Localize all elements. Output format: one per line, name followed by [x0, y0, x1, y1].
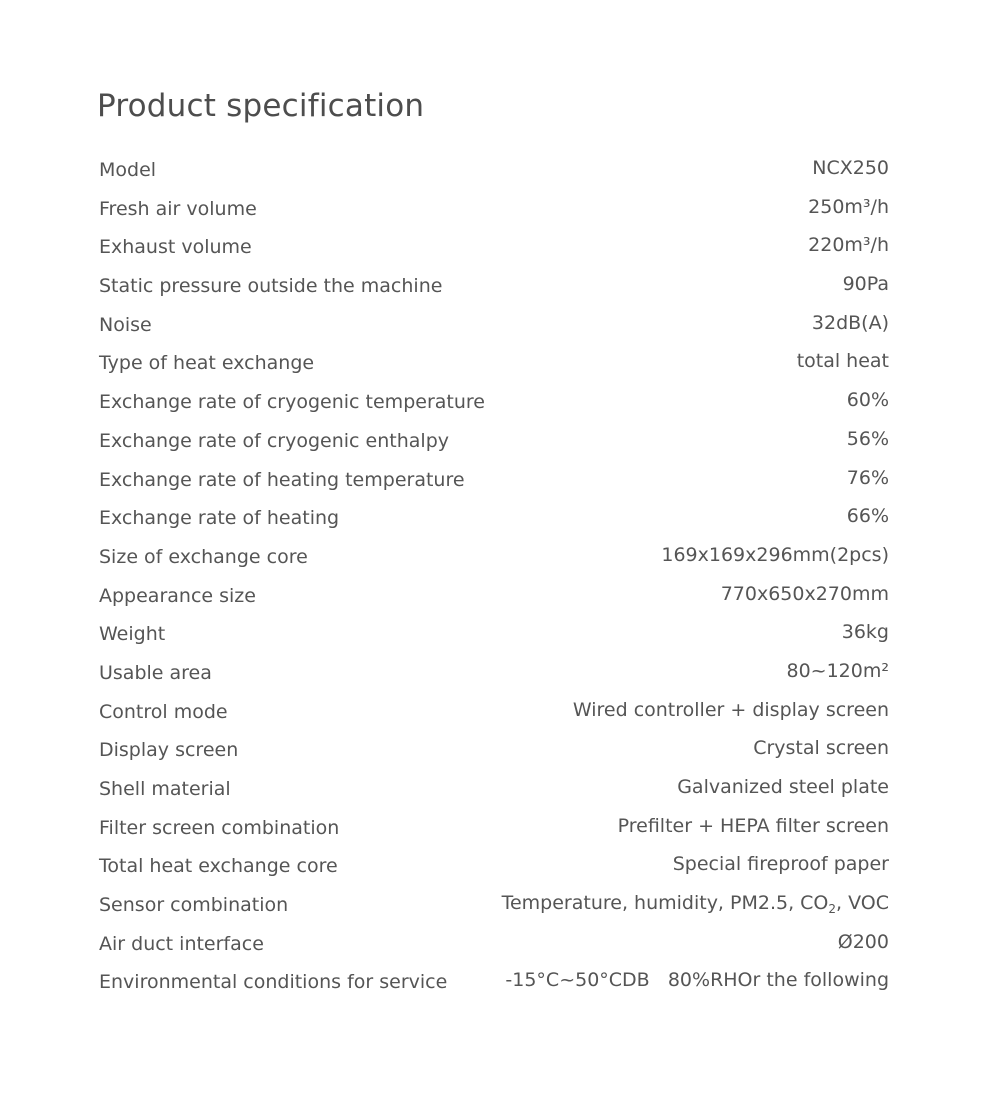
- spec-value: [501, 892, 889, 917]
- spec-row-air-duct-interface: [99, 927, 889, 966]
- spec-row-environmental-conditions: [99, 965, 889, 1004]
- spec-value: 36kg: [841, 621, 889, 644]
- spec-label: Exchange rate of heating temperature: [99, 468, 465, 491]
- spec-value: 66%: [846, 505, 889, 528]
- spec-value: Galvanized steel plate: [677, 776, 889, 798]
- spec-label: Exchange rate of cryogenic enthalpy: [99, 429, 449, 452]
- spec-row-sensor-combination: [99, 888, 889, 927]
- spec-row-weight: [99, 617, 889, 656]
- spec-label: Weight: [99, 623, 166, 646]
- spec-row-model: [99, 153, 889, 192]
- spec-row-control-mode: [99, 695, 889, 734]
- spec-value: -15°C~50°CDB 80%RHOr the following: [505, 969, 889, 992]
- spec-list: [99, 153, 889, 1004]
- spec-label: Sensor combination: [99, 894, 289, 917]
- spec-label: Appearance size: [99, 584, 256, 607]
- spec-row-cryogenic-temperature-rate: [99, 385, 889, 424]
- spec-value: 90Pa: [842, 273, 889, 296]
- spec-row-heating-temperature-rate: [99, 463, 889, 502]
- spec-row-usable-area: [99, 656, 889, 695]
- spec-value: 169x169x296mm(2pcs): [661, 543, 889, 566]
- spec-label: Size of exchange core: [99, 545, 308, 568]
- spec-value-part: , VOC: [836, 892, 889, 915]
- spec-label: Static pressure outside the machine: [99, 275, 443, 298]
- spec-value: 80~120m²: [786, 659, 889, 682]
- spec-row-appearance-size: [99, 579, 889, 618]
- spec-value: 220m³/h: [808, 234, 889, 257]
- spec-row-display-screen: [99, 733, 889, 772]
- spec-row-fresh-air-volume: [99, 192, 889, 231]
- spec-row-heating-rate: [99, 501, 889, 540]
- spec-label: Filter screen combination: [99, 816, 340, 839]
- spec-value: 32dB(A): [811, 311, 889, 334]
- spec-row-heat-exchange-core: [99, 849, 889, 888]
- spec-row-filter-screen: [99, 811, 889, 850]
- spec-label: Display screen: [99, 739, 239, 762]
- spec-label: Exhaust volume: [99, 236, 252, 259]
- spec-label: Model: [99, 159, 157, 181]
- spec-row-noise: [99, 308, 889, 347]
- spec-label: Control mode: [99, 700, 228, 723]
- spec-value: NCX250: [812, 157, 889, 179]
- spec-row-exhaust-volume: [99, 230, 889, 269]
- spec-value: 770x650x270mm: [720, 582, 889, 605]
- spec-label: Total heat exchange core: [99, 855, 338, 878]
- spec-row-exchange-core-size: [99, 540, 889, 579]
- spec-value: Special fireproof paper: [672, 853, 889, 876]
- spec-label: Usable area: [99, 661, 212, 684]
- spec-label: Environmental conditions for service: [99, 971, 448, 994]
- spec-row-heat-exchange-type: [99, 346, 889, 385]
- spec-label: Noise: [99, 313, 152, 336]
- spec-value: 60%: [846, 389, 889, 412]
- spec-value: Prefilter + HEPA filter screen: [617, 814, 889, 837]
- spec-value: 56%: [846, 427, 889, 450]
- spec-row-static-pressure: [99, 269, 889, 308]
- spec-label: Exchange rate of heating: [99, 507, 340, 530]
- spec-value: 76%: [846, 466, 889, 489]
- page-title: Product specification: [97, 88, 425, 124]
- spec-label: Fresh air volume: [99, 197, 257, 220]
- spec-label: Air duct interface: [99, 932, 264, 955]
- spec-value-part: Temperature, humidity, PM2.5, CO: [501, 892, 829, 915]
- spec-row-cryogenic-enthalpy-rate: [99, 424, 889, 463]
- spec-label: Exchange rate of cryogenic temperature: [99, 391, 485, 414]
- spec-value: 250m³/h: [808, 195, 889, 218]
- spec-value: Crystal screen: [753, 737, 889, 760]
- spec-row-shell-material: [99, 772, 889, 811]
- spec-label: Type of heat exchange: [99, 352, 315, 375]
- spec-label: Shell material: [99, 778, 231, 800]
- spec-value: Ø200: [837, 930, 889, 953]
- subscript-text: 2: [828, 902, 837, 917]
- spec-value: total heat: [796, 350, 889, 373]
- spec-value: Wired controller + display screen: [572, 698, 889, 721]
